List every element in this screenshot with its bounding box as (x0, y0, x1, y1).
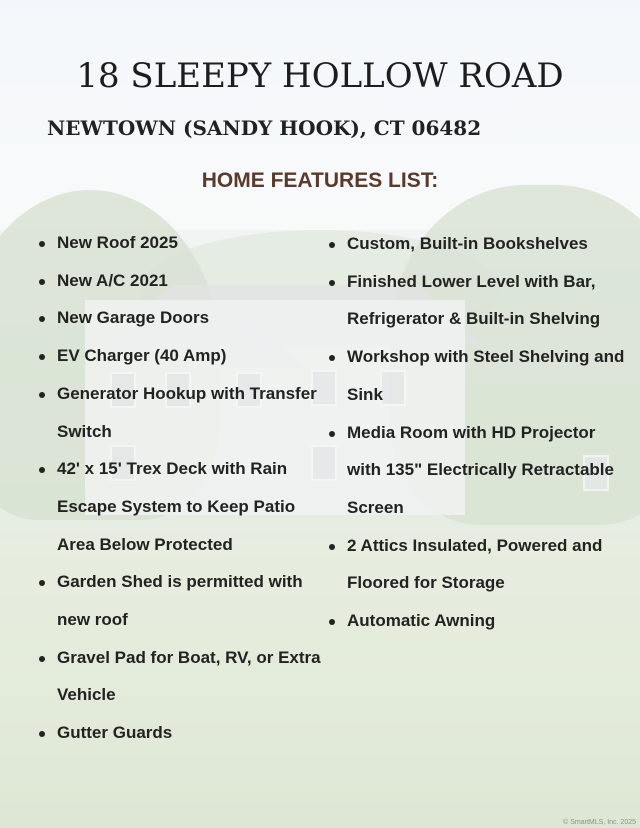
feature-item: New Garage Doors (39, 299, 329, 337)
city-subtitle: NEWTOWN (SANDY HOOK), CT 06482 (47, 116, 482, 140)
feature-item: Workshop with Steel Shelving and Sink (329, 338, 629, 413)
feature-item: Media Room with HD Projector with 135" Electrically Retractable Screen (329, 414, 629, 527)
feature-item: New Roof 2025 (39, 224, 329, 262)
left-feature-list (39, 224, 329, 752)
features-heading: HOME FEATURES LIST: (201, 169, 439, 192)
feature-item: Generator Hookup with Transfer Switch (39, 375, 329, 450)
feature-item: Gutter Guards (39, 714, 329, 752)
feature-item: Gravel Pad for Boat, RV, or Extra Vehicle (39, 639, 329, 714)
feature-item: 2 Attics Insulated, Powered and Floored for Storage (329, 527, 629, 602)
copyright-credit: © SmartMLS, Inc. 2025 (563, 819, 636, 826)
right-feature-list (329, 225, 629, 640)
feature-item: New A/C 2021 (39, 262, 329, 300)
feature-item: Custom, Built-in Bookshelves (329, 225, 629, 263)
feature-item: 42' x 15' Trex Deck with Rain Escape System to Keep Patio Area Below Protected (39, 450, 329, 563)
feature-item: Automatic Awning (329, 602, 629, 640)
feature-item: Finished Lower Level with Bar, Refrigerator & Built-in Shelving (329, 263, 629, 338)
feature-item: EV Charger (40 Amp) (39, 337, 329, 375)
feature-item: Garden Shed is permitted with new roof (39, 563, 329, 638)
address-title: 18 SLEEPY HOLLOW ROAD (76, 56, 564, 96)
